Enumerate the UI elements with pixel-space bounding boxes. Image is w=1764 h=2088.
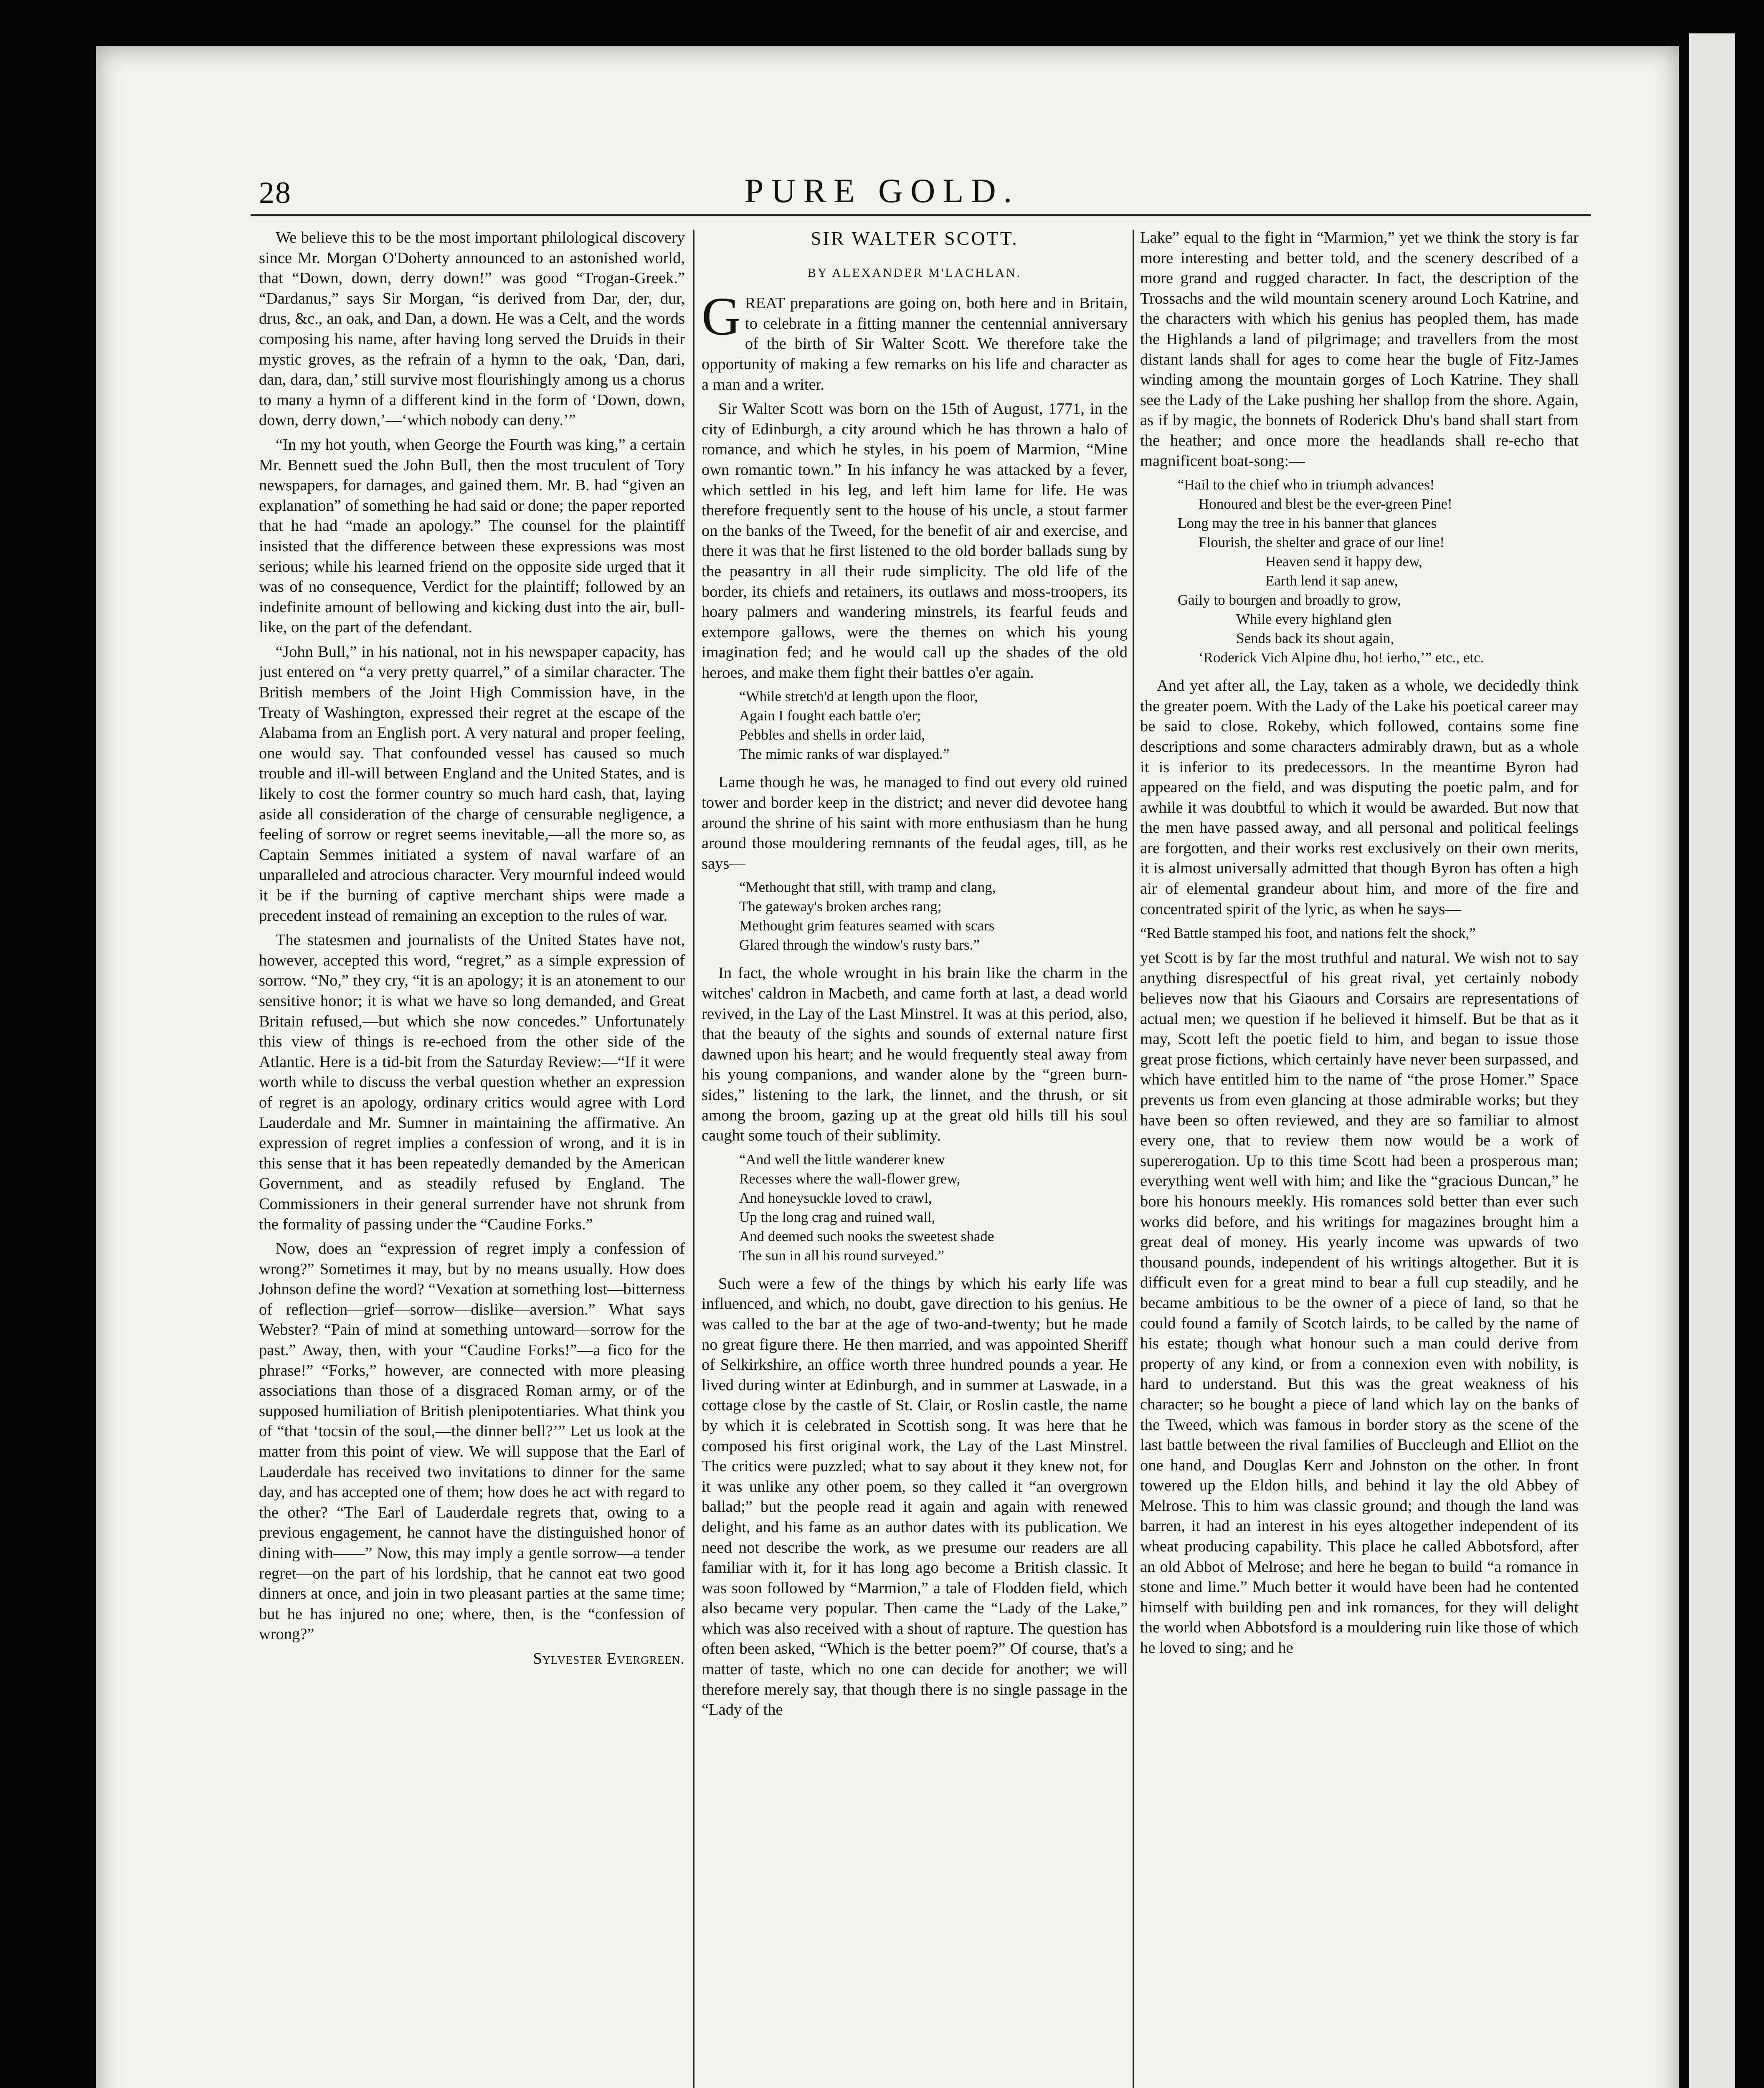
verse-line: Gaily to bourgen and broadly to grow, [1178, 592, 1401, 608]
column-1 [259, 228, 685, 2088]
header-rule [251, 214, 1591, 216]
verse-line: Up the long crag and ruined wall, [739, 1209, 935, 1225]
verse-line: Honoured and blest be the ever-green Pine! [1199, 496, 1452, 512]
article-byline: BY ALEXANDER M'LACHLAN. [807, 266, 1022, 280]
paragraph [702, 286, 1128, 395]
drop-cap: G [702, 286, 741, 347]
page-number: 28 [259, 176, 291, 210]
column-2 [702, 228, 1128, 2088]
paragraph: “In my hot youth, when George the Fourth was king,” a certain Mr. Bennett sued the John Bull, then the most truculent of Tory newspapers, for damages, and gained them. Mr. B. had “given an explanation” of something he had said or done; the paper reported that he had “made an apology.” The counsel for the plaintiff insisted that the difference between these expressions was most serious; while his learned friend on the opposite side urged that it was of no consequence, Verdict for the plaintiff; followed by an indefinite amount of bellowing and kicking dust into the air, bull-like, on the part of the defendant. [259, 436, 685, 636]
paragraph: And yet after all, the Lay, taken as a whole, we decidedly think the greater poem. With the Lady of the Lake his poetical career may be said to close. Rokeby, which followed, contains some fine descriptions and some characters admirably drawn, but as a whole it is inferior to its predecessors. In the meantime Byron had appeared on the field, and was disputing the poetic palm, and for awhile it was doubtful to which it would be awarded. But now that the men have passed away, and all personal and political feelings are forgotten, and their works rest exclusively on their own merits, it is almost universally admitted that though Byron has often a high air of elemental grandeur about him, and more of the fire and concentrated spirit of the lyric, as when he says— [1140, 677, 1579, 918]
paragraph: Such were a few of the things by which his early life was influenced, and which, no doubt, gave direction to his genius. He was called to the bar at the age of two-and-twenty; but he made no great figure there. He then married, and was appointed Sheriff of Selkirkshire, an office worth three hundred pounds a year. He lived during winter at Edinburgh, and in summer at Laswade, in a cottage close by the castle of St. Clair, or Roslin castle, the name by which it is celebrated in Scottish song. It was here that he composed his first original work, the Lay of the Last Minstrel. The critics were puzzled; what to say about it they knew not, for it was unlike any other poem, so they called it “an overgrown ballad;” but the people read it again and again with renewed delight, and his fame as an author dates with its publication. We need not describe the work, as we presume our readers are all familiar with it, for it has long ago become a British classic. It was soon followed by “Marmion,” a tale of Flodden field, which also became very popular. Then came the “Lady of the Lake,” which was also received with a shout of rapture. The question has often been asked, “Which is the better poem?” Of course, that's a matter of taste, which no one can decide for another; we will therefore merely say, that though there is no single passage in the “Lady of the [702, 1275, 1128, 1719]
paragraph: In fact, the whole wrought in his brain like the charm in the witches' caldron in Macbeth, and came forth at last, a dead world revived, in the Lay of the Last Minstrel. It was at this period, also, that the beauty of the sights and sounds of external nature first dawned upon his heart; and he would frequently steal away from his young companions, and wander alone by the “green burn-sides,” listening to the lark, the linnet, and the thrush, or sit among the broom, gazing up at the great old hills till his soul caught some touch of their sublimity. [702, 964, 1128, 1145]
paragraph: yet Scott is by far the most truthful and natural. We wish not to say anything disrespectful of his great rival, yet certainly nobody believes now that his Giaours and Corsairs are representations of actual men; we question if he believed it himself. But be that as it may, Scott left the poetic field to him, and began to issue those great prose fictions, which certainly have never been surpassed, and which have entitled him to the name of “the prose Homer.” Space prevents us from even glancing at those admirable works; but they have been so often reviewed, and they are so familiar to almost every one, that to review them now would be a work of supererogation. Up to this time Scott had been a prosperous man; everything went well with him; and like the “gracious Duncan,” he bore his honours meekly. His romances sold better than ever such works did before, and his writings for magazines brought him a great deal of money. His yearly income was upwards of two thousand pounds, independent of his writings altogether. But it is difficult even for a great mind to bear a full cup steadily, and he became ambitious to be the owner of a piece of land, so that he could found a family of Scotch lairds, to be called by the name of his estate; though what honour such a man could derive from property of any kind, or from a connexion even with nobility, is hard to understand. But this was the great weakness of his character; so he bought a piece of land which lay on the banks of the Tweed, which was famous in border story as the scene of the last battle between the rival families of Buccleugh and Elliot on the one hand, and Douglas Kerr and Johnston on the other. In front towered up the Eldon hills, and behind it lay the old Abbey of Melrose. This to him was classic ground; and though the land was barren, it had an interest in his eyes altogether independent of its wheat producing capability. This place he called Abbotsford, after an old Abbot of Melrose; and here he began to build “a romance in stone and lime.” Much better it would have been had he contented himself with building pen and ink romances, for they will delight the world when Abbotsford is a mouldering ruin like those of which he loved to sing; and he [1140, 949, 1579, 1657]
verse-line: “Hail to the chief who in triumph advances! [1178, 476, 1435, 493]
verse-line: “And well the little wanderer knew [739, 1151, 945, 1168]
signature-name: Sylvester Evergreen. [533, 1650, 685, 1667]
adjacent-page-edge [1689, 33, 1735, 2088]
paragraph: The statesmen and journalists of the United States have not, however, accepted this word, “regret,” as a simple expression of sorrow. “No,” they cry, “it is an apology; it is an atonement to our sensitive honor; it is what we have so long demanded, and Great Britain refused,—but which she now concedes.” Unfortunately this view of things is re-echoed from the other side of the Atlantic. Here is a tid-bit from the Saturday Review:—“If it were worth while to discuss the verbal question whether an expression of regret is an apology, ordinary critics would agree with Lord Lauderdale and Mr. Sumner in maintaining the affirmative. An expression of regret implies a confession of wrong, and it is in this sense that it has been repeatedly demanded by the American Government, and as steadily refused by England. The Commissioners in their general surrender have not shrunk from the formality of passing under the “Caudine Forks.” [259, 931, 685, 1233]
verse-line: ‘Roderick Vich Alpine dhu, ho! ierho,’” etc., etc. [1199, 649, 1484, 666]
verse-line: The gateway's broken arches rang; [739, 898, 942, 915]
verse-line: Heaven send it happy dew, [1265, 553, 1422, 570]
paragraph: “John Bull,” in his national, not in his newspaper capacity, has just entered on “a very pretty quarrel,” of a similar character. The British members of the Joint High Commission have, in the Treaty of Washington, expressed their regret at the escape of the Alabama from an English port. A very natural and proper feeling, one would say. That confounded vessel has caused so much trouble and ill-will between England and the United States, and is likely to cost the former country so much hard cash, that, laying aside all consideration of the charge of censurable negligence, a feeling of sorrow or regret seems inevitable,—all the more so, as Captain Semmes initiated a system of naval warfare of an unparalleled and atrocious character. Very mournful indeed would it be if the burning of captive merchant ships were made a precedent instead of remaining an exception to the rules of war. [259, 643, 685, 925]
column-divider [1133, 230, 1134, 2088]
paragraph: We believe this to be the most important philological discovery since Mr. Morgan O'Doherty announced to an astonished world, that “Down, down, derry down!” was good “Trogan-Greek.” “Dardanus,” says Sir Morgan, “is derived from Dar, der, dur, drus, &c., an oak, and Dan, a down. He was a Celt, and the words composing his name, after having long served the Druids in their mystic groves, as the refrain of a hymn to the oak, ‘Dan, dari, dan, dara, dan,’ still survive most flourishingly among us a chorus to many a hymn of a different kind in the form of ‘Down, down, down, derry down,’—‘which nobody can deny.’” [259, 229, 685, 429]
paragraph: Sir Walter Scott was born on the 15th of August, 1771, in the city of Edinburgh, a city around which he has thrown a halo of romance, and which he styles, in his poem of Marmion, “Mine own romantic town.” In his infancy he was attacked by a fever, which settled in his leg, and left him lame for life. He was therefore frequently sent to the house of his uncle, a stout farmer on the banks of the Tweed, for the benefit of air and exercise, and there it was that he first listened to the old border ballads sung by the peasantry in all their rude simplicity. The old life of the border, its chiefs and retainers, its outlaws and moss-troopers, its hoary palmers and wandering minstrels, its fearful feuds and extempore gallows, were the themes on which his young imagination fed; and he would call up the shades of the old heroes, and make them fight their battles o'er again. [702, 400, 1128, 682]
intro-text: REAT preparations are going on, both here and in Britain, to celebrate in a fitting manner the centennial anniversary of the birth of Sir Walter Scott. We therefore take the opportunity of making a few remarks on his life and character as a man and a writer. [702, 294, 1128, 393]
verse-line: “While stretch'd at length upon the floor, [739, 688, 978, 705]
verse-line: Methought grim features seamed with scars [739, 917, 995, 934]
byron-quotation: “Red Battle stamped his foot, and nations felt the shock,” [1140, 925, 1476, 942]
verse-line: Glared through the window's rusty bars.” [739, 937, 980, 953]
paragraph: Now, does an “expression of regret imply a confession of wrong?” Sometimes it may, but by no means usually. How does Johnson define the word? “Vexation at something lost—bitterness of reflection—grief—sorrow—dislike—aversion.” What says Webster? “Pain of mind at something untoward—sorrow for the past.” Away, then, with your “Caudine Forks!”—a fico for the phrase!” “Forks,” however, are connected with more pleasing associations than those of a disgraced Roman army, or of the supposed humiliation of British plenipotentiaries. What think you of “that ‘tocsin of the soul,—the dinner bell?’” Let us look at the matter from this point of view. We will suppose that the Earl of Lauderdale has received two invitations to dinner for the same day, and has accepted one of them; how does he act with regard to the other? “The Earl of Lauderdale regrets that, owing to a previous engagement, he cannot have the distinguished honor of dining with——” Now, this may imply a gentle sorrow—a tender regret—on the part of his lordship, that he cannot eat two good dinners at once, and join in two pleasant parties at the same time; but he has injured no one; where, then, is the “confession of wrong?” [259, 1240, 685, 1643]
article-headline: SIR WALTER SCOTT. [811, 228, 1019, 249]
verse-line: Long may the tree in his banner that glances [1178, 515, 1437, 532]
column-divider [693, 230, 694, 2088]
verse-line: Flourish, the shelter and grace of our line! [1199, 534, 1445, 551]
column-3 [1140, 228, 1579, 2088]
verse-line: “Methought that still, with tramp and clang, [739, 879, 996, 896]
verse-line: Recesses where the wall-flower grew, [739, 1170, 961, 1187]
verse-line: And honeysuckle loved to crawl, [739, 1189, 932, 1206]
boat-song-verse [1140, 475, 1579, 667]
verse-quotation [702, 1150, 1128, 1265]
author-signature [259, 1649, 685, 1669]
verse-line: Sends back its shout again, [1236, 630, 1394, 647]
verse-quotation [702, 687, 1128, 764]
paragraph: Lame though he was, he managed to find out every old ruined tower and border keep in the district; and never did devotee hang around the shrine of his saint with more enthusiasm than he hung around those mouldering remnants of the feudal ages, till, as he says— [702, 773, 1128, 872]
verse-line: The mimic ranks of war displayed.” [739, 746, 950, 763]
paragraph: Lake” equal to the fight in “Marmion,” yet we think the story is far more interesting and better told, and the scenery described of a more grand and rugged character. In fact, the description of the Trossachs and the wild mountain scenery around Loch Katrine, and the characters with which his genius has peopled them, has made the Highlands a land of pilgrimage; and travellers from the most distant lands shall for ages to come hear the bugle of Fitz-James winding among the mountain gorges of Loch Katrine. They shall see the Lady of the Lake pushing her shallop from the shore. Again, as if by magic, the bonnets of Roderick Dhu's band shall start from the heather; and once more the headlands shall re-echo that magnificent boat-song:— [1140, 229, 1579, 470]
verse-line: Pebbles and shells in order laid, [739, 727, 925, 743]
verse-line: And deemed such nooks the sweetest shade [739, 1228, 994, 1244]
verse-line: The sun in all his round surveyed.” [739, 1247, 944, 1264]
verse-quotation [702, 878, 1128, 955]
verse-line: While every highland glen [1236, 611, 1392, 628]
verse-line: Earth lend it sap anew, [1265, 573, 1398, 589]
verse-line: Again I fought each battle o'er; [739, 707, 921, 724]
masthead: PURE GOLD. [744, 172, 1020, 210]
